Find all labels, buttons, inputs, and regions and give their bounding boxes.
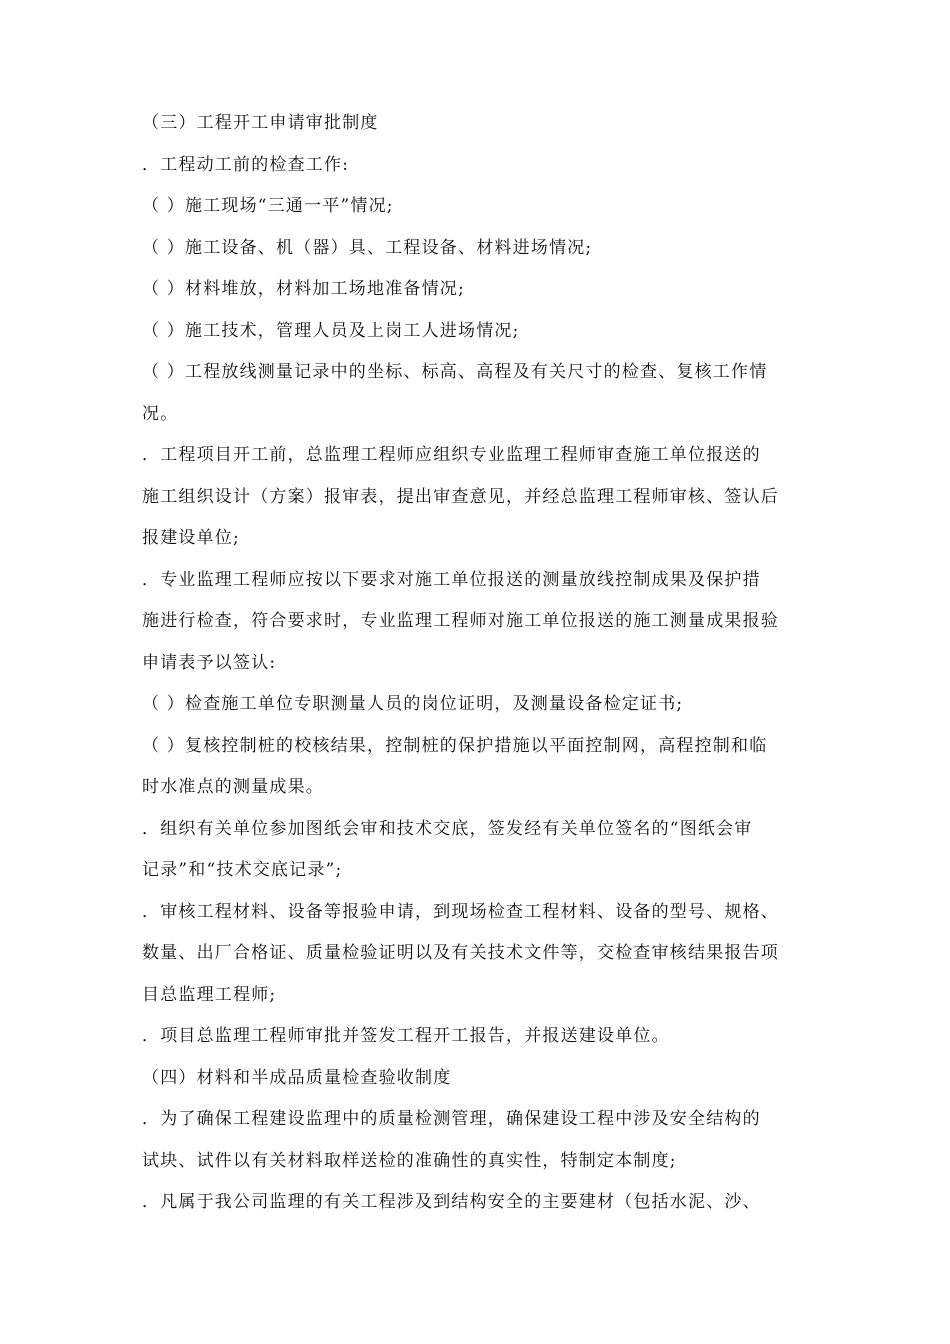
text-line: 申请表予以签认: xyxy=(142,652,277,673)
text-line: （ ）工程放线测量记录中的坐标、标高、高程及有关尺寸的检查、复核工作情 xyxy=(142,362,768,382)
text-line: ．工程动工前的检查工作: xyxy=(142,154,350,175)
text-line: （ ）复核控制桩的校核结果，控制桩的保护措施以平面控制网，高程控制和临 xyxy=(142,735,768,756)
text-line: ．工程项目开工前，总监理工程师应组织专业监理工程师审查施工单位报送的 xyxy=(142,445,761,465)
text-line: （ ）施工设备、机（器）具、工程设备、材料进场情况; xyxy=(142,237,593,258)
text-line: 数量、出厂合格证、质量检验证明以及有关技术文件等，交检查审核结果报告项 xyxy=(142,943,779,963)
text-line: （ ）检查施工单位专职测量人员的岗位证明，及测量设备检定证书; xyxy=(142,694,684,714)
text-line: 施进行检查，符合要求时，专业监理工程师对施工单位报送的施工测量成果报验 xyxy=(142,611,779,631)
text-line: 况。 xyxy=(142,403,179,424)
text-line: 施工组织设计（方案）报审表，提出审查意见，并经总监理工程师审核、签认后 xyxy=(142,486,779,507)
text-line: （ ）施工现场“三通一平”情况; xyxy=(142,196,394,216)
text-line: ．凡属于我公司监理的有关工程涉及到结构安全的主要建材（包括水泥、沙、 xyxy=(142,1192,761,1212)
text-line: ．审核工程材料、设备等报验申请，到现场检查工程材料、设备的型号、规格、 xyxy=(142,901,779,922)
text-line: ．为了确保工程建设监理中的质量检测管理，确保建设工程中涉及安全结构的 xyxy=(142,1109,761,1129)
text-line: （ ）材料堆放，材料加工场地准备情况; xyxy=(142,279,465,299)
text-line: （ ）施工技术，管理人员及上岗工人进场情况; xyxy=(142,320,520,341)
text-line: 试块、试件以有关材料取样送检的准确性的真实性，特制定本制度; xyxy=(142,1150,677,1171)
text-line: 目总监理工程师; xyxy=(142,984,277,1005)
text-line: （三）工程开工申请审批制度 xyxy=(142,113,379,133)
text-line: 记录”和“技术交底记录”; xyxy=(142,860,343,880)
document-body xyxy=(142,107,822,1228)
text-line: （四）材料和半成品质量检查验收制度 xyxy=(142,1067,452,1088)
text-line: ．项目总监理工程师审批并签发工程开工报告，并报送建设单位。 xyxy=(142,1026,670,1046)
text-line: 报建设单位; xyxy=(142,528,240,548)
text-line: ．专业监理工程师应按以下要求对施工单位报送的测量放线控制成果及保护措 xyxy=(142,569,761,590)
text-line: 时水准点的测量成果。 xyxy=(142,777,324,797)
text-line: ．组织有关单位参加图纸会审和技术交底，签发经有关单位签名的“图纸会审 xyxy=(142,818,753,839)
